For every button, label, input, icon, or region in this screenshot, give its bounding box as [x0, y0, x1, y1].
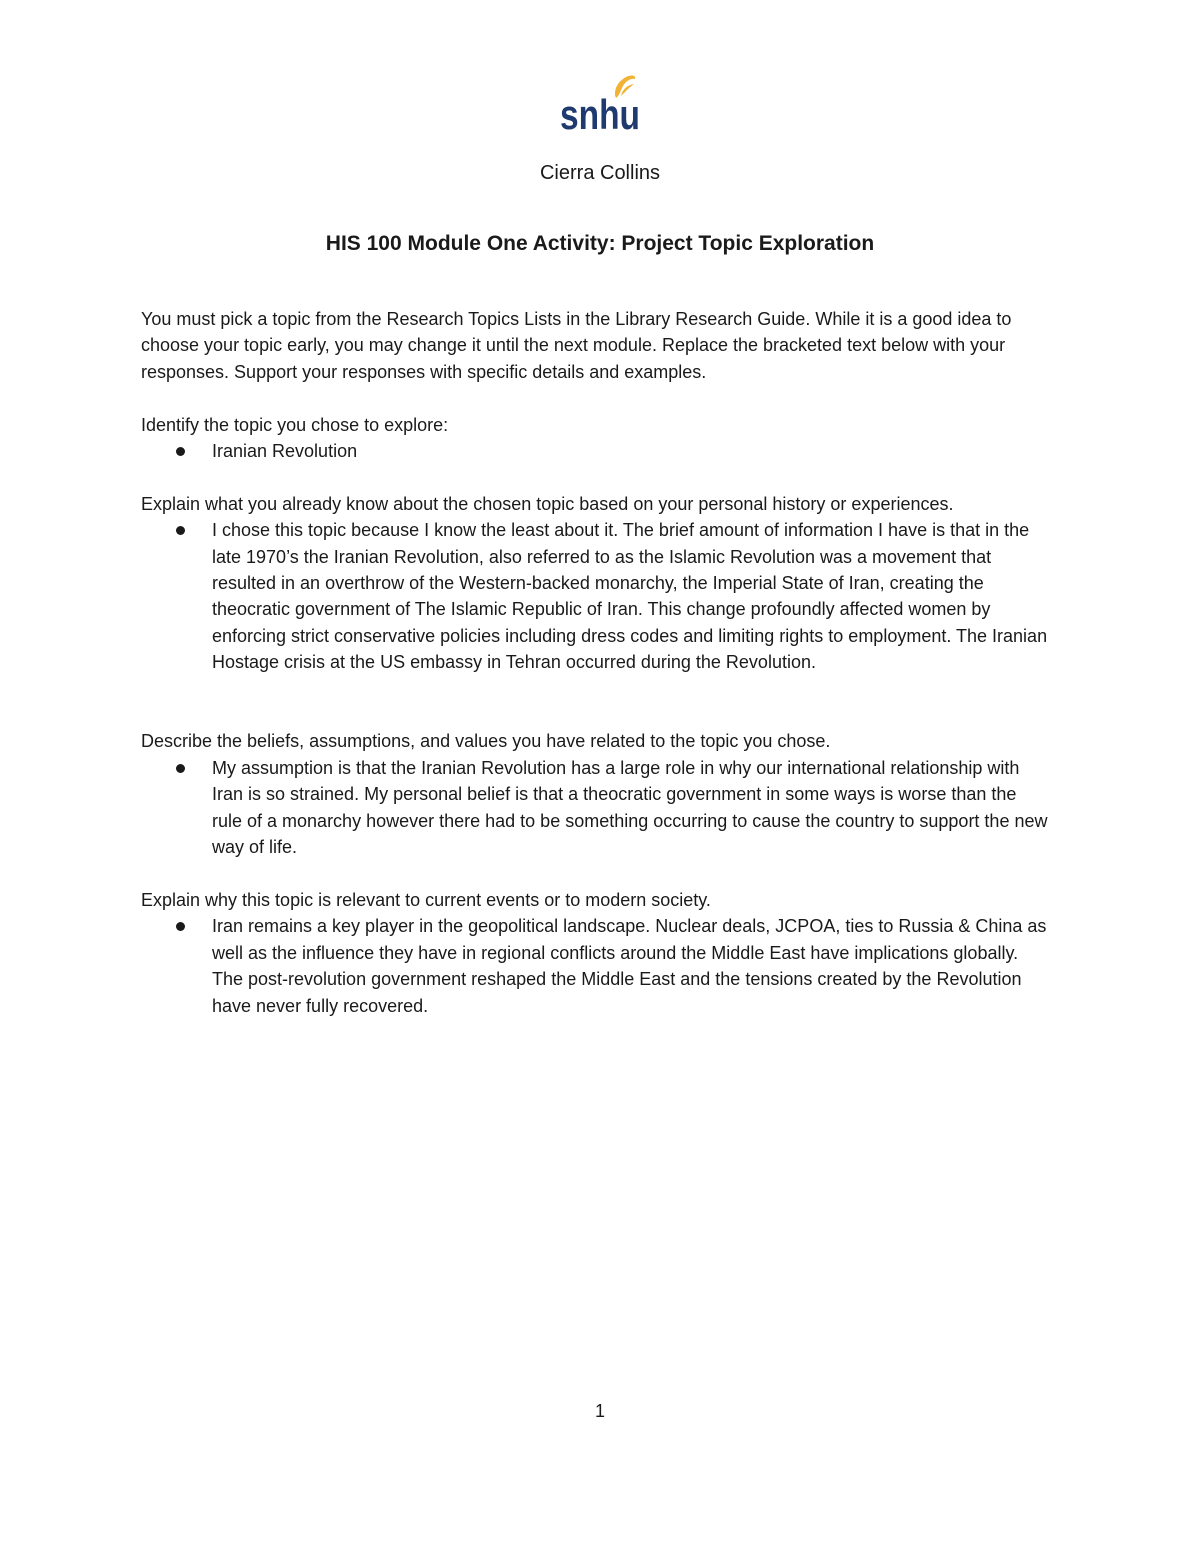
bullet-icon — [176, 447, 185, 456]
question-prompt-relevance: Explain why this topic is relevant to current events or to modern society. — [141, 889, 711, 910]
bullet-icon — [176, 526, 185, 535]
page-number: 1 — [594, 1401, 605, 1421]
answer-text-topic: Iranian Revolution — [212, 441, 358, 462]
spacer — [141, 385, 1071, 411]
document-body — [141, 306, 1071, 1019]
answer-list-topic — [141, 438, 1071, 464]
answer-list-relevance — [141, 913, 1071, 1019]
spacer — [141, 464, 1071, 490]
bullet-icon — [176, 922, 185, 931]
answer-item-topic — [141, 438, 1071, 464]
spacer — [141, 676, 1071, 729]
document-title: HIS 100 Module One Activity: Project Topic Exploration — [325, 232, 875, 255]
question-prompt-beliefs: Describe the beliefs, assumptions, and values you have related to the topic you chose. — [141, 731, 831, 752]
answer-list-beliefs — [141, 755, 1071, 861]
author-name: Cierra Collins — [539, 162, 661, 184]
answer-list-knowledge — [141, 517, 1071, 675]
question-prompt-knowledge: Explain what you already know about the chosen topic based on your personal history or experiences. — [141, 493, 954, 514]
intro-paragraph: You must pick a topic from the Research Topics Lists in the Library Research Guide. While it is a good idea to choose your topic early, you may change it until the next module. Replace the bracketed text below with your responses. Support your responses with specific details and examples. — [141, 309, 1012, 382]
question-prompt-topic: Identify the topic you chose to explore: — [141, 414, 449, 435]
answer-text-relevance: Iran remains a key player in the geopolitical landscape. Nuclear deals, JCPOA, ties to Russia & China as well as the influence they have in regional conflicts around the Middle East have implications globally. The post-revolution government reshaped the Middle East and the tensions created by the Revolution have never fully recovered. — [212, 916, 1047, 1016]
spacer — [141, 860, 1071, 886]
answer-text-beliefs: My assumption is that the Iranian Revolution has a large role in why our international relationship with Iran is so strained. My personal belief is that a theocratic government in some ways is worse than the rule of a monarchy however there had to be something occurring to cause the country to support the new way of life. — [212, 757, 1048, 858]
answer-item-relevance — [141, 913, 1071, 1019]
svg-text:snhu: snhu — [560, 91, 640, 138]
answer-item-knowledge — [141, 517, 1071, 675]
answer-text-knowledge: I chose this topic because I know the least about it. The brief amount of information I have is that in the late 1970’s the Iranian Revolution, also referred to as the Islamic Revolution was a movement that resulted in an overthrow of the Western-backed monarchy, the Imperial State of Iran, creating the theocratic government of The Islamic Republic of Iran. This change profoundly affected women by enforcing strict conservative policies including dress codes and limiting rights to employment. The Iranian Hostage crisis at the US embassy in Tehran occurred during the Revolution. — [212, 520, 1048, 673]
bullet-icon — [176, 764, 185, 773]
answer-item-beliefs — [141, 755, 1071, 861]
snhu-logo — [550, 72, 650, 136]
